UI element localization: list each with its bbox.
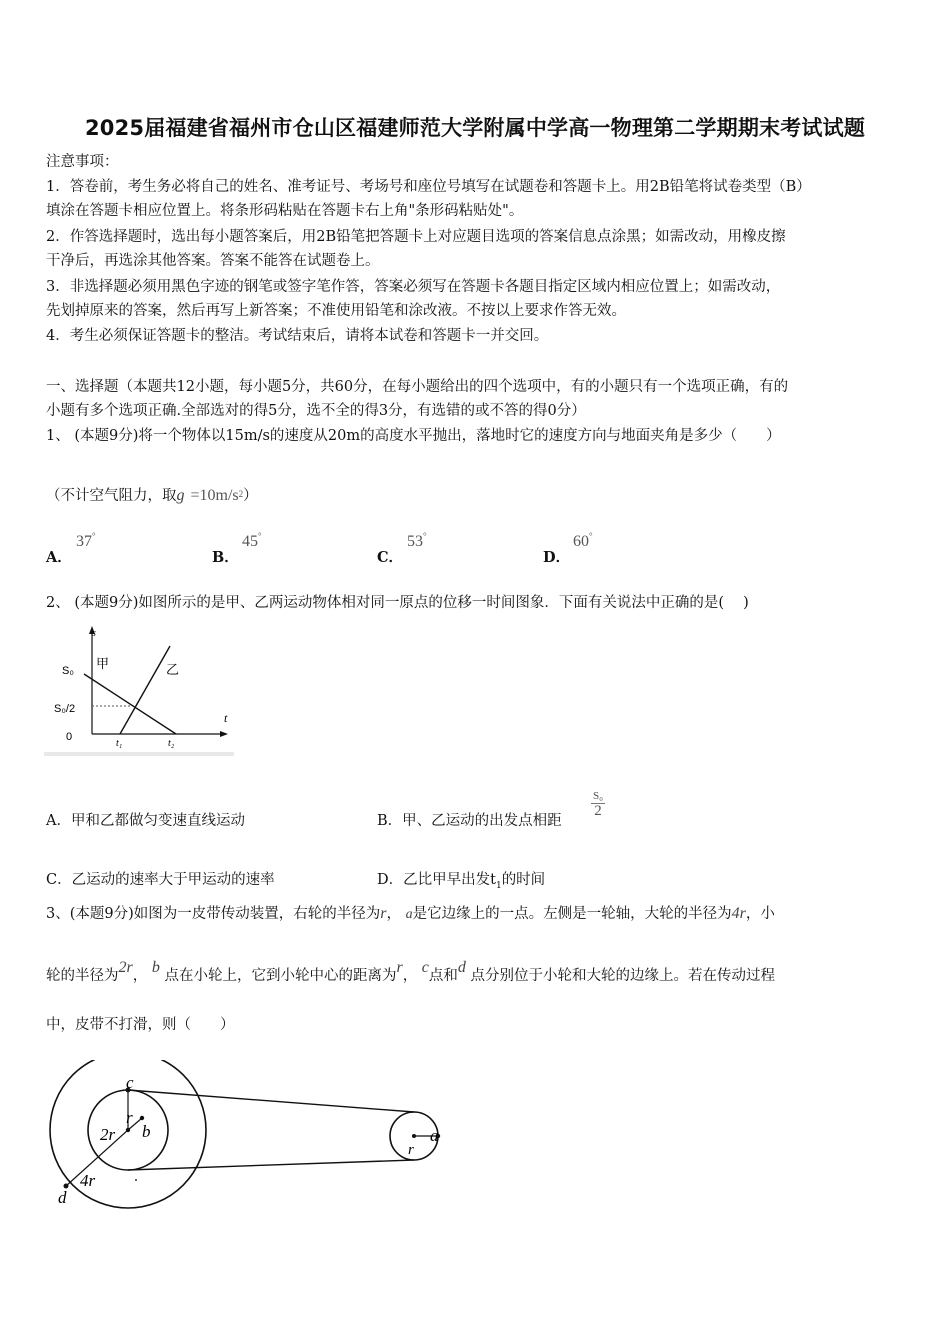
origin-label: 0 [66,731,73,743]
q2-option-a[interactable]: A．甲和乙都做匀变速直线运动 [46,813,245,829]
radius-4r-label: 4r [80,1171,96,1190]
radius-r-label: r [126,1108,133,1127]
section-heading: 一、选择题（本题共12小题，每小题5分，共60分，在每小题给出的四个选项中，有的小题只有一个选项正确，有的 [46,379,789,395]
radius-2r-label: 2r [100,1125,116,1144]
notice-line-3: 3．非选择题必须用黑色字迹的钢笔或签字笔作答，答案必须写在答题卡各题目指定区域内相应位置上；如需改动， [46,279,781,295]
t-label: t [224,711,228,725]
point-d-label: d [58,1188,67,1207]
s0half-label: S₀/2 [54,703,76,715]
q1-option-a-label[interactable]: A． [46,549,72,566]
q1-option-b-label[interactable]: B． [212,549,239,566]
notice-line-2: 2．作答选择题时，选出每小题答案后，用2B铅笔把答题卡上对应题目选项的答案信息点涂黑；如需改动，用橡皮擦 [46,229,786,245]
line-yi [120,646,170,734]
notice-line-4: 4．考生必须保证答题卡的整洁。考试结束后，请将本试卷和答题卡一并交回。 [46,328,549,344]
t1-label: t₁ [116,738,123,749]
s-label: s [92,628,96,639]
point-b-label: b [142,1122,151,1141]
belt-top [128,1090,414,1112]
point-a-label: a [430,1126,439,1145]
line-jia [84,674,176,734]
jia-label: 甲 [96,657,110,672]
q1-condition: （不计空气阻力，取$g =10m/s^2$） [46,487,258,504]
yi-label: 乙 [166,663,180,678]
q3-stem-line-1: 3、(本题9分)如图为一皮带传动装置，右轮的半径为r， a是它边缘上的一点。左侧是一轮轴，大轮的半径为4r，小 [46,905,775,922]
q2-option-c[interactable]: C．乙运动的速率大于甲运动的速率 [46,872,275,888]
notice-line-3b: 先划掉原来的答案，然后再写上新答案；不准使用铅笔和涂改液。不按以上要求作答无效。 [46,303,626,319]
q1-stem: 1、 (本题9分)将一个物体以15m/s的速度从20m的高度水平抛出，落地时它的速度方向与地面夹角是多少（ ） [46,428,781,444]
q1-option-c-label[interactable]: C． [377,549,404,566]
page-title: 2025届福建省福州市仓山区福建师范大学附属中学高一物理第二学期期末考试试题 [84,116,866,140]
notice-heading: 注意事项： [46,154,119,170]
notice-line-2b: 干净后，再选涂其他答案。答案不能答在试题卷上。 [46,253,380,269]
q3-stem-line-2: 轮的半径为2r， b 点在小轮上，它到小轮中心的距离为r， c点和d 点分别位于小轮和大轮的边缘上。若在传动过程 [46,959,776,984]
t2-label: t₂ [168,738,175,749]
q3-stem-line-3: 中，皮带不打滑，则（ ） [46,1017,235,1033]
q2-stem: 2、 (本题9分)如图所示的是甲、乙两运动物体相对同一原点的位移一时间图象．下面有关说法中正确的是( ) [46,595,749,611]
q2-st-graph [44,622,236,758]
q2-option-d[interactable]: D．乙比甲早出发$t_1$的时间 [377,872,546,891]
belt-bottom [128,1160,414,1170]
notice-line-1: 1．答卷前，考生务必将自己的姓名、准考证号、考场号和座位号填写在试题卷和答题卡上。用2B铅笔将试卷类型（B） [46,179,811,195]
point-c-label: c [126,1073,134,1092]
q2-option-b[interactable]: B．甲、乙运动的出发点相距 [377,813,562,829]
q1-option-a-value: 37° [76,531,96,550]
q3-belt-figure [44,1060,464,1210]
q1-option-c-value: 53° [407,531,427,550]
q1-option-d-value: 60° [573,531,593,550]
s0-label: S₀ [62,665,74,677]
q2-option-b-fraction: $\frac{\text{S₀}}{2}$ [593,790,603,819]
section-heading-2: 小题有多个选项正确.全部选对的得5分，选不全的得3分，有选错的或不答的得0分） [46,403,586,419]
q1-option-d-label[interactable]: D． [543,549,571,566]
notice-line-1b: 填涂在答题卡相应位置上。将条形码粘贴在答题卡右上角"条形码粘贴处"。 [46,203,524,219]
q1-option-b-value: 45° [242,531,262,550]
radius-ra-label: r [408,1142,414,1158]
